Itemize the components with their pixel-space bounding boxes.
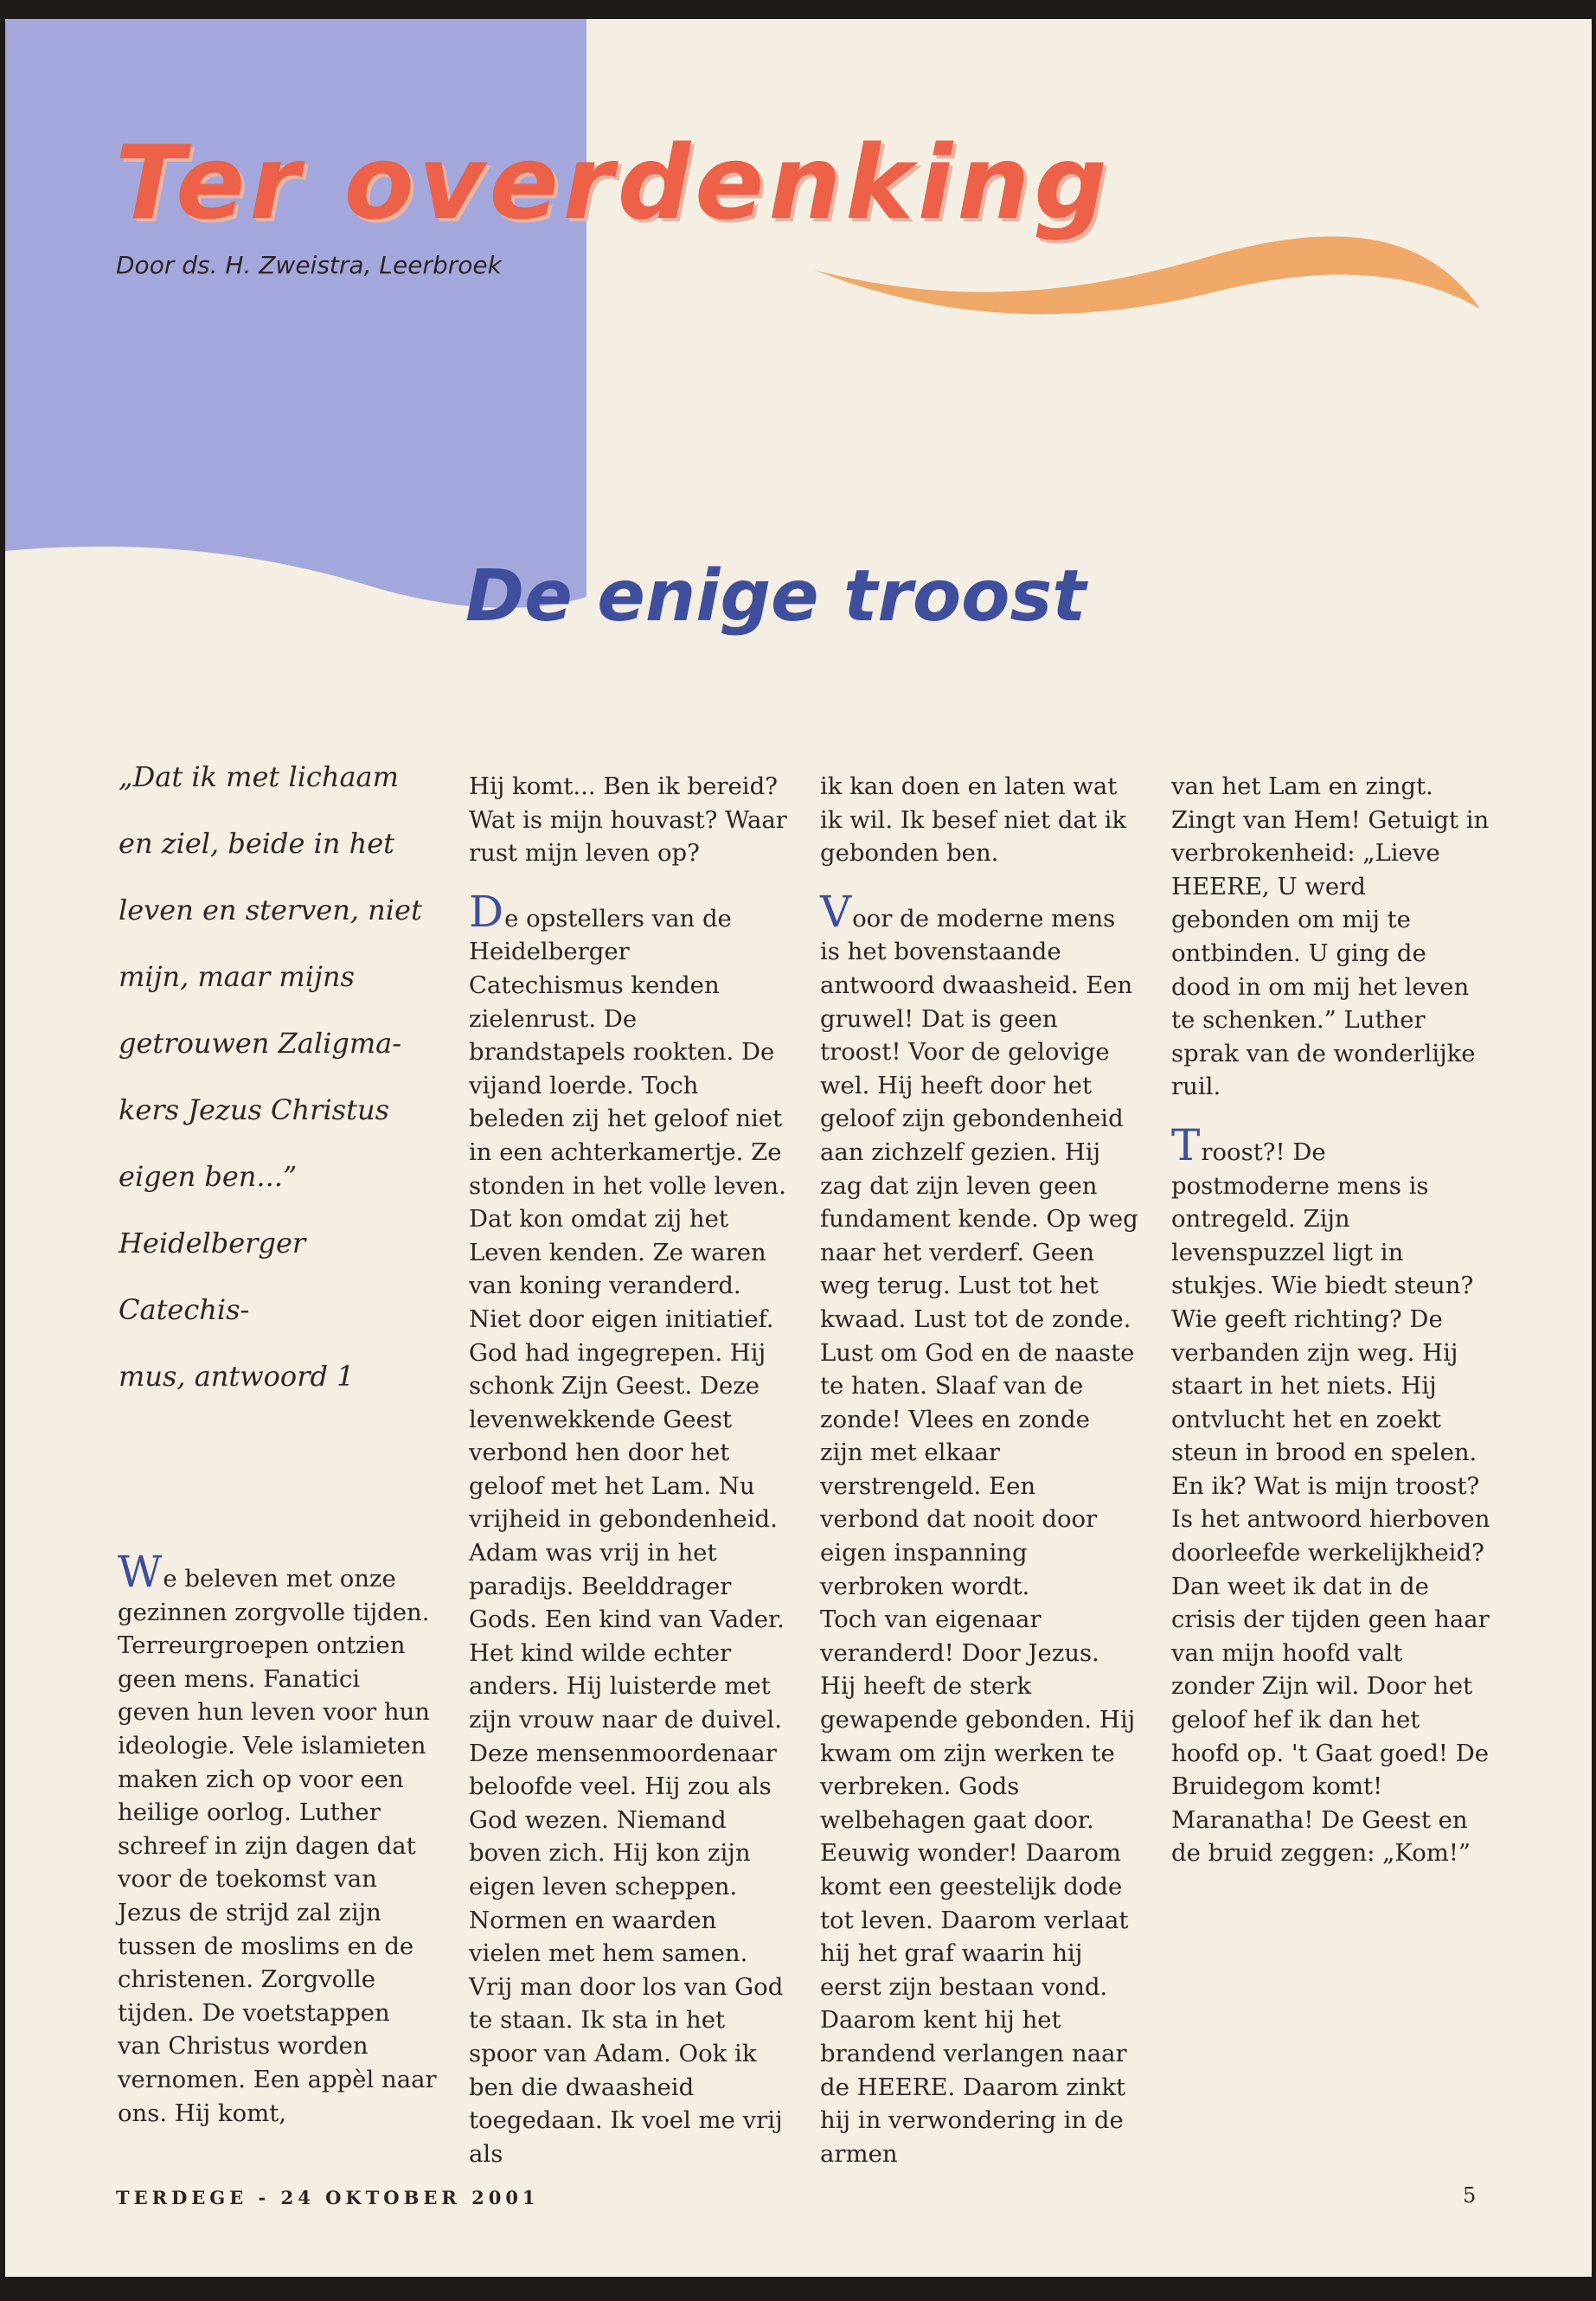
quote-line: „Dat ik met lichaam — [119, 760, 399, 793]
intro-quote — [119, 744, 439, 1410]
magazine-page — [5, 19, 1592, 2277]
paragraph-text: oor de moderne mens is het bovenstaande antwoord dwaasheid. Een gruwel! Dat is geen troost! Voor de gelovige wel. Hij heeft door het geloof zijn gebondenheid aan zichzelf gezien. Hij zag dat zijn leven geen fundament kende. Op weg naar het verderf. Geen weg terug. Lust tot het kwaad. Lust tot de zonde. Lust om God en de naaste te haten. Slaaf van de zonde! Vlees en zonde zijn met elkaar verstrengeld. Een verbond dat nooit door eigen inspanning verbroken wordt. — [820, 904, 1138, 1600]
quote-source: Heidelberger Catechis- — [119, 1227, 306, 1326]
author-byline: Door ds. H. Zweistra, Leerbroek — [116, 251, 502, 279]
page-number: 5 — [1463, 2183, 1477, 2208]
body-paragraph — [118, 1547, 438, 2130]
paragraph-text: e beleven met onze gezinnen zorgvolle tijden. Terreurgroepen ontzien geen mens. Fanatici geven hun leven voor hun ideologie. Vele islamieten maken zich op voor een heilige oorlog. Luther schreef in zijn dagen dat voor de toekomst van Jezus de strijd zal zijn tussen de moslims en de christenen. Zorgvolle tijden. De voetstappen van Christus worden vernomen. Een appèl naar ons. Hij komt, — [118, 1565, 437, 2127]
drop-cap: D — [469, 886, 504, 937]
body-paragraph — [1171, 1119, 1491, 1870]
quote-line: en ziel, beide in het — [119, 827, 394, 860]
lavender-panel — [5, 19, 586, 608]
publication-footer: TERDEGE - 24 OKTOBER 2001 — [116, 2187, 540, 2208]
paragraph-text: roost?! De postmoderne mens is ontregeld. Zijn levenspuzzel ligt in stukjes. Wie biedt steun? Wie geeft richting? De verbanden zijn weg. Hij staart in het niets. Hij ontvlucht het en zoekt steun in brood en spelen. En ik? Wat is mijn troost? Is het antwoord hierboven doorleefde werkelijkheid? Dan weet ik dat in de crisis der tijden geen haar van mijn hoofd valt zonder Zijn wil. Door het geloof hef ik dan het hoofd op. 't Gaat goed! De Bruidegom komt! Maranatha! De Geest en de bruid zeggen: „Kom!” — [1171, 1138, 1490, 1868]
body-paragraph: Toch van eigenaar veranderd! Door Jezus. Hij heeft de sterk gewapende gebonden. Hij kwam om zijn werken te verbreken. Gods welbehagen gaat door. Eeuwig wonder! Daarom komt een geestelijk dode tot leven. Daarom verlaat hij het graf waarin hij eerst zijn bestaan vond. Daarom kent hij het brandend verlangen naar de HEERE. Daarom zinkt hij in verwondering in de armen — [820, 1606, 1136, 2168]
drop-cap: T — [1171, 1119, 1201, 1170]
column-3 — [820, 770, 1140, 2170]
orange-swoosh — [814, 236, 1480, 314]
article-title: De enige troost — [465, 555, 1086, 638]
body-paragraph — [820, 886, 1140, 1603]
quote-line: eigen ben...” — [119, 1160, 298, 1193]
drop-cap: W — [118, 1547, 163, 1597]
quote-source: mus, antwoord 1 — [119, 1360, 355, 1393]
quote-line: kers Jezus Christus — [119, 1093, 389, 1126]
body-paragraph: van het Lam en zingt. Zingt van Hem! Getuigt in verbrokenheid: „Lieve HEERE, U werd gebonden om mij te ontbinden. U ging de dood in om mij het leven te schenken.” Luther sprak van de wonderlijke ruil. — [1171, 772, 1490, 1101]
body-paragraph: Hij komt... Ben ik bereid? Wat is mijn houvast? Waar rust mijn leven op? — [469, 772, 787, 868]
section-kicker: Ter overdenking — [115, 123, 1112, 242]
body-paragraph — [469, 886, 789, 2171]
paragraph-text: e opstellers van de Heidelberger Catechismus kenden zielenrust. De brandstapels rookten. De vijand loerde. Toch beleden zij het geloof niet in een achterkamertje. Ze stonden in het volle leven. Dat kon omdat zij het Leven kenden. Ze waren van koning veranderd. Niet door eigen initiatief. God had ingegrepen. Hij schonk Zijn Geest. Deze levenwekkende Geest verbond hen door het geloof met het Lam. Nu vrijheid in gebondenheid. Adam was vrij in het paradijs. Beelddrager Gods. Een kind van Vader. Het kind wilde echter anders. Hij luisterde met zijn vrouw naar de duivel. Deze mensenmoordenaar beloofde veel. Hij zou als God wezen. Niemand boven zich. Hij kon zijn eigen leven scheppen. Normen en waarden vielen met hem samen. Vrij man door los van God te staan. Ik sta in het spoor van Adam. Ook ik ben die dwaasheid toegedaan. Ik voel me vrij als — [469, 904, 786, 2168]
column-2 — [469, 770, 789, 2170]
quote-line: mijn, maar mijns — [119, 960, 355, 993]
column-1 — [118, 1547, 438, 2130]
drop-cap: V — [820, 886, 852, 937]
quote-line: leven en sterven, niet — [119, 894, 422, 926]
body-paragraph: ik kan doen en laten wat ik wil. Ik besef niet dat ik gebonden ben. — [820, 772, 1127, 868]
quote-line: getrouwen Zaligma- — [119, 1027, 402, 1060]
column-4 — [1171, 770, 1491, 1870]
